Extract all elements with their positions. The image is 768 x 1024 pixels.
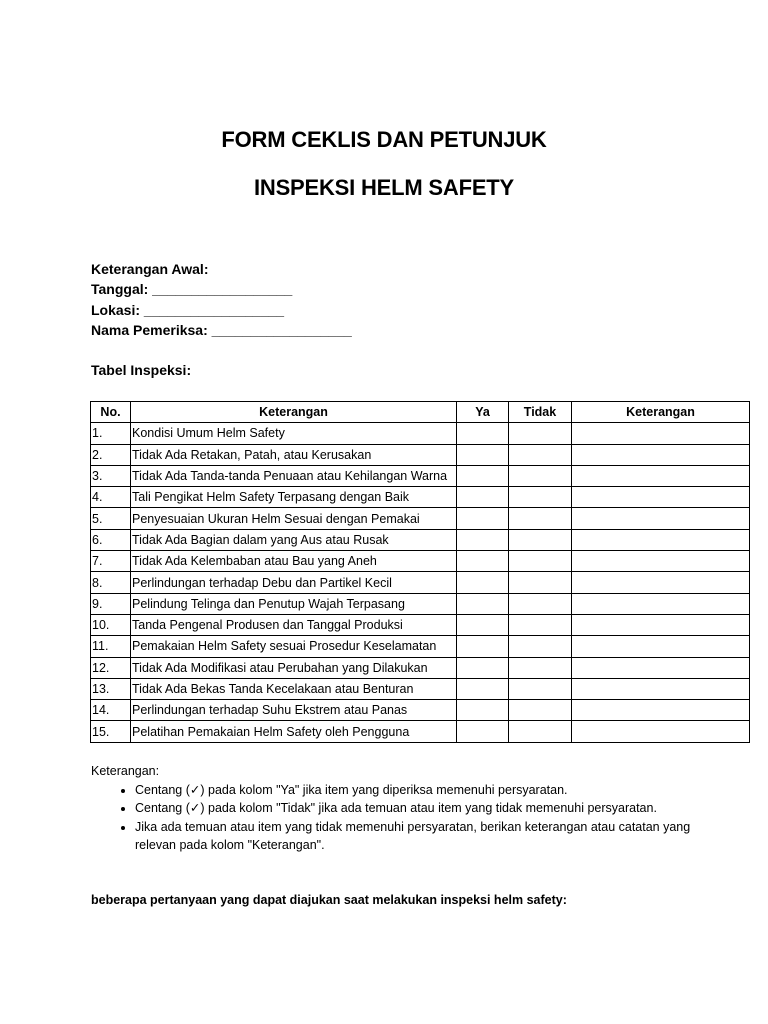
table-row	[91, 487, 750, 508]
ya-checkbox-cell[interactable]	[457, 657, 509, 678]
table-row	[91, 593, 750, 614]
table-row	[91, 444, 750, 465]
ya-checkbox-cell[interactable]	[457, 444, 509, 465]
ya-checkbox-cell[interactable]	[457, 678, 509, 699]
row-item-description: Pelindung Telinga dan Penutup Wajah Terpasang	[131, 593, 457, 614]
notes-cell[interactable]	[572, 529, 750, 550]
tidak-checkbox-cell[interactable]	[509, 508, 572, 529]
row-number: 6.	[91, 529, 131, 550]
tidak-checkbox-cell[interactable]	[509, 465, 572, 486]
row-number: 1.	[91, 423, 131, 444]
table-row	[91, 636, 750, 657]
row-number: 7.	[91, 551, 131, 572]
row-item-description: Kondisi Umum Helm Safety	[131, 423, 457, 444]
row-item-description: Penyesuaian Ukuran Helm Sesuai dengan Pemakai	[131, 508, 457, 529]
inspector-name-field: Nama Pemeriksa: __________________	[91, 321, 352, 338]
table-row	[91, 572, 750, 593]
table-label: Tabel Inspeksi:	[91, 362, 192, 378]
tidak-checkbox-cell[interactable]	[509, 678, 572, 699]
notes-cell[interactable]	[572, 444, 750, 465]
row-number: 2.	[91, 444, 131, 465]
row-item-description: Tidak Ada Kelembaban atau Bau yang Aneh	[131, 551, 457, 572]
ya-checkbox-cell[interactable]	[457, 423, 509, 444]
ya-checkbox-cell[interactable]	[457, 572, 509, 593]
notes-section	[91, 762, 711, 855]
table-row	[91, 721, 750, 742]
inspection-table	[90, 401, 750, 743]
row-item-description: Perlindungan terhadap Suhu Ekstrem atau Panas	[131, 700, 457, 721]
notes-cell[interactable]	[572, 700, 750, 721]
note-item: • Centang (✓) pada kolom "Ya" jika item yang diperiksa memenuhi persyaratan.	[135, 781, 711, 800]
row-number: 15.	[91, 721, 131, 742]
notes-cell[interactable]	[572, 465, 750, 486]
header-tidak: Tidak	[509, 402, 572, 423]
notes-cell[interactable]	[572, 572, 750, 593]
note-item: • Centang (✓) pada kolom "Tidak" jika ada temuan atau item yang tidak memenuhi persyaratan.	[135, 799, 711, 818]
row-item-description: Tidak Ada Retakan, Patah, atau Kerusakan	[131, 444, 457, 465]
tidak-checkbox-cell[interactable]	[509, 721, 572, 742]
questions-heading: beberapa pertanyaan yang dapat diajukan saat melakukan inspeksi helm safety:	[91, 893, 567, 907]
tidak-checkbox-cell[interactable]	[509, 487, 572, 508]
table-row	[91, 423, 750, 444]
ya-checkbox-cell[interactable]	[457, 551, 509, 572]
row-item-description: Tanda Pengenal Produsen dan Tanggal Produksi	[131, 614, 457, 635]
row-item-description: Pelatihan Pemakaian Helm Safety oleh Pengguna	[131, 721, 457, 742]
notes-cell[interactable]	[572, 487, 750, 508]
row-item-description: Tali Pengikat Helm Safety Terpasang dengan Baik	[131, 487, 457, 508]
notes-cell[interactable]	[572, 657, 750, 678]
tidak-checkbox-cell[interactable]	[509, 700, 572, 721]
table-header-row	[91, 402, 750, 423]
row-item-description: Tidak Ada Tanda-tanda Penuaan atau Kehilangan Warna	[131, 465, 457, 486]
notes-cell[interactable]	[572, 593, 750, 614]
tidak-checkbox-cell[interactable]	[509, 636, 572, 657]
table-row	[91, 657, 750, 678]
row-item-description: Tidak Ada Modifikasi atau Perubahan yang Dilakukan	[131, 657, 457, 678]
ya-checkbox-cell[interactable]	[457, 487, 509, 508]
row-number: 3.	[91, 465, 131, 486]
info-heading: Keterangan Awal:	[91, 261, 209, 277]
table-row	[91, 551, 750, 572]
notes-cell[interactable]	[572, 636, 750, 657]
row-item-description: Tidak Ada Bekas Tanda Kecelakaan atau Benturan	[131, 678, 457, 699]
header-ya: Ya	[457, 402, 509, 423]
row-number: 12.	[91, 657, 131, 678]
notes-heading: Keterangan:	[91, 764, 160, 778]
row-number: 5.	[91, 508, 131, 529]
notes-cell[interactable]	[572, 551, 750, 572]
tidak-checkbox-cell[interactable]	[509, 593, 572, 614]
header-item: Keterangan	[131, 402, 457, 423]
row-number: 8.	[91, 572, 131, 593]
tidak-checkbox-cell[interactable]	[509, 551, 572, 572]
note-item: • Jika ada temuan atau item yang tidak memenuhi persyaratan, berikan keterangan atau catatan yang relevan pada kolom "Keterangan".	[135, 818, 711, 855]
table-row	[91, 465, 750, 486]
notes-cell[interactable]	[572, 614, 750, 635]
tidak-checkbox-cell[interactable]	[509, 529, 572, 550]
ya-checkbox-cell[interactable]	[457, 614, 509, 635]
row-number: 10.	[91, 614, 131, 635]
row-item-description: Perlindungan terhadap Debu dan Partikel Kecil	[131, 572, 457, 593]
notes-list	[91, 781, 711, 855]
row-item-description: Tidak Ada Bagian dalam yang Aus atau Rusak	[131, 529, 457, 550]
tidak-checkbox-cell[interactable]	[509, 423, 572, 444]
tidak-checkbox-cell[interactable]	[509, 572, 572, 593]
notes-cell[interactable]	[572, 423, 750, 444]
row-number: 13.	[91, 678, 131, 699]
document-title: FORM CEKLIS DAN PETUNJUK	[221, 127, 547, 152]
row-number: 11.	[91, 636, 131, 657]
notes-cell[interactable]	[572, 508, 750, 529]
tidak-checkbox-cell[interactable]	[509, 444, 572, 465]
ya-checkbox-cell[interactable]	[457, 465, 509, 486]
table-row	[91, 614, 750, 635]
ya-checkbox-cell[interactable]	[457, 508, 509, 529]
tidak-checkbox-cell[interactable]	[509, 657, 572, 678]
initial-info-section	[91, 259, 352, 340]
notes-cell[interactable]	[572, 721, 750, 742]
header-no: No.	[91, 402, 131, 423]
ya-checkbox-cell[interactable]	[457, 636, 509, 657]
row-number: 14.	[91, 700, 131, 721]
date-field: Tanggal: __________________	[91, 281, 293, 298]
ya-checkbox-cell[interactable]	[457, 721, 509, 742]
table-row	[91, 678, 750, 699]
row-number: 9.	[91, 593, 131, 614]
table-row	[91, 529, 750, 550]
ya-checkbox-cell[interactable]	[457, 700, 509, 721]
header-keterangan: Keterangan	[572, 402, 750, 423]
location-field: Lokasi: __________________	[91, 301, 285, 318]
table-row	[91, 700, 750, 721]
tidak-checkbox-cell[interactable]	[509, 614, 572, 635]
ya-checkbox-cell[interactable]	[457, 529, 509, 550]
row-item-description: Pemakaian Helm Safety sesuai Prosedur Keselamatan	[131, 636, 457, 657]
document-subtitle: INSPEKSI HELM SAFETY	[253, 175, 515, 200]
row-number: 4.	[91, 487, 131, 508]
notes-cell[interactable]	[572, 678, 750, 699]
ya-checkbox-cell[interactable]	[457, 593, 509, 614]
table-row	[91, 508, 750, 529]
